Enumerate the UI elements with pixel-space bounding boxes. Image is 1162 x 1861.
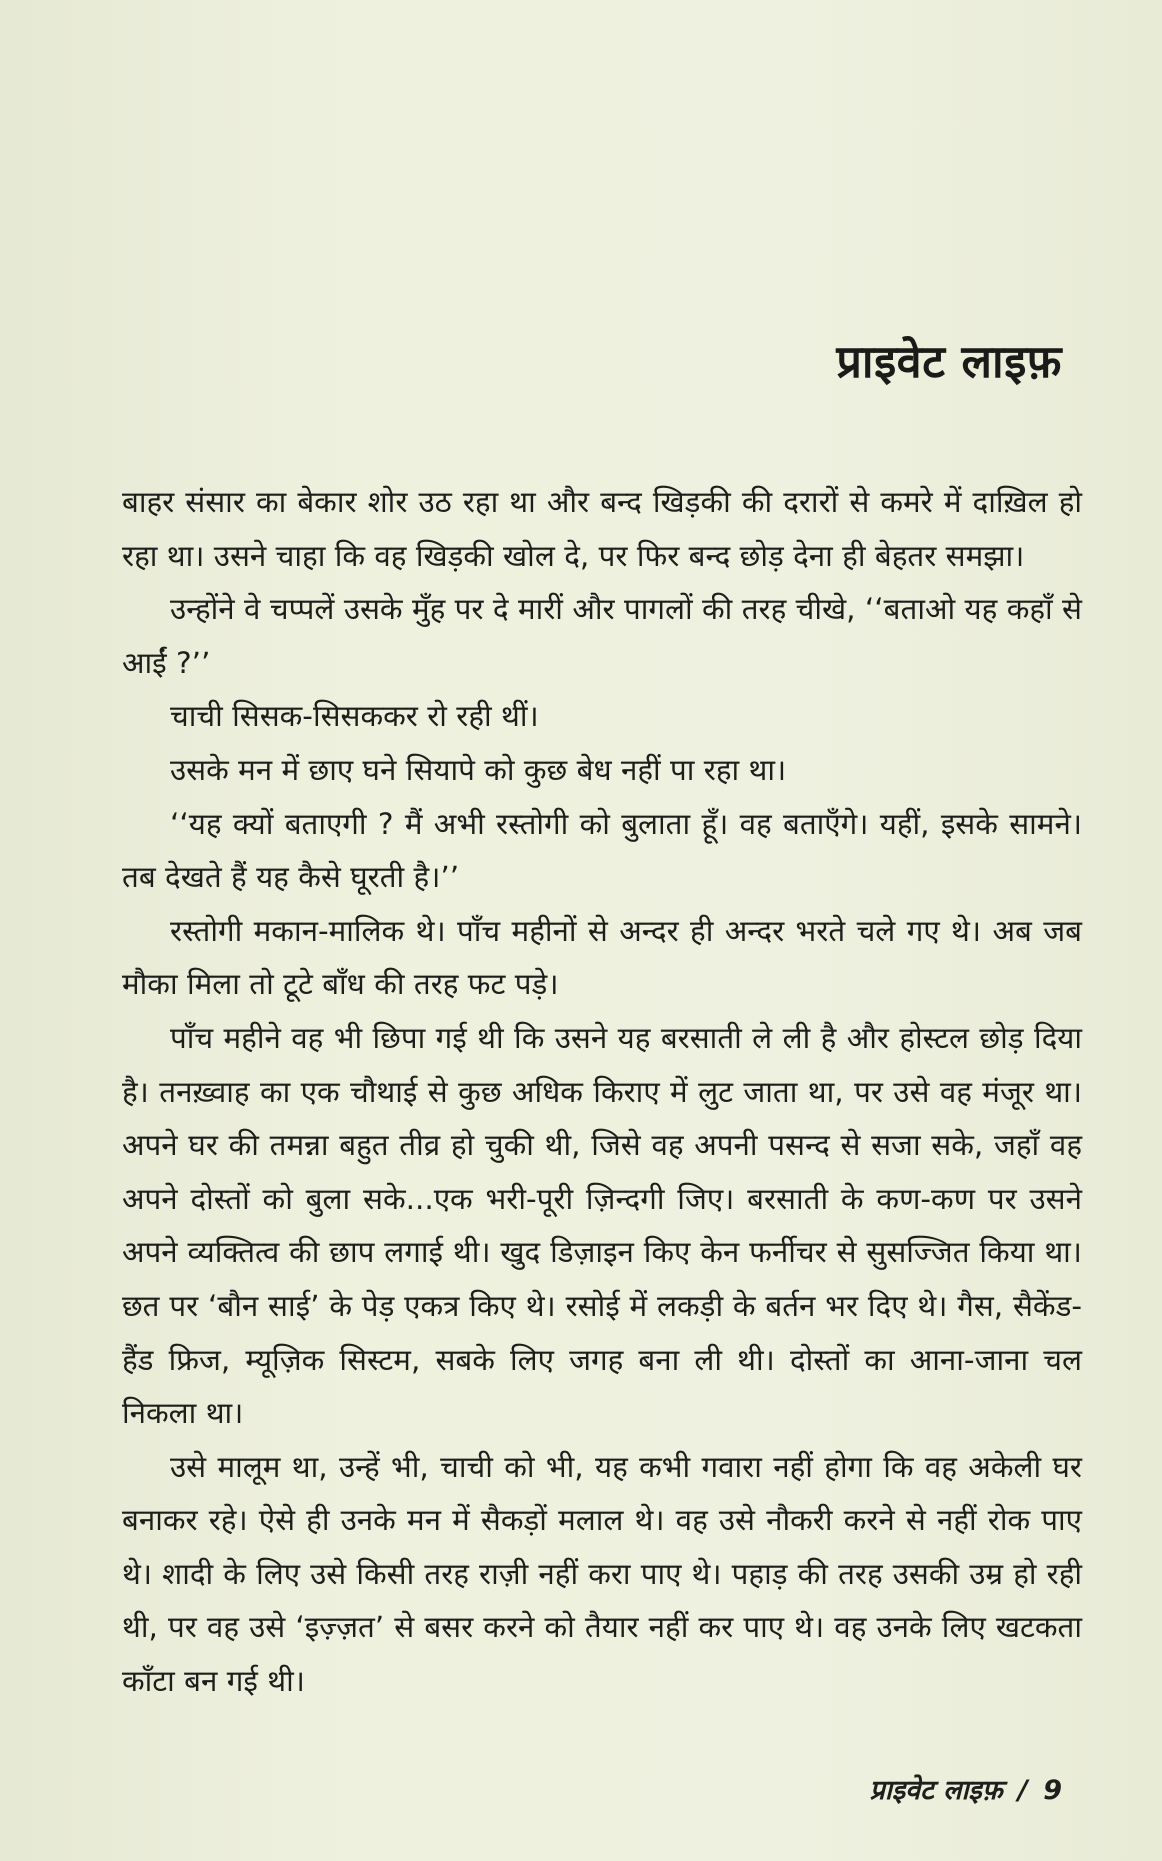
footer-separator: / [1017, 1775, 1028, 1806]
page-footer [870, 1770, 1063, 1807]
paragraph-8: उसे मालूम था, उन्हें भी, चाची को भी, यह कभी गवारा नहीं होगा कि वह अकेली घर बनाकर रहे। ऐसे ही उनके मन में सैकड़ों मलाल थे। वह उसे नौकरी करने से नहीं रोक पाए थे। शादी के लिए उसे किसी तरह राज़ी नहीं करा पाए थे। पहाड़ की तरह उसकी उम्र हो रही थी, पर वह उसे ‘इज़्ज़त’ से बसर करने को तैयार नहीं कर पाए थे। वह उनके लिए खटकता काँटा बन गई थी। [122, 1449, 1082, 1699]
body-text [122, 476, 1082, 1709]
paragraph-3: चाची सिसक-सिसककर रो रही थीं। [170, 699, 539, 734]
running-title: प्राइवेट लाइफ़ [869, 1775, 1003, 1806]
paragraph-2: उन्होंने वे चप्पलें उसके मुँह पर दे मारीं और पागलों की तरह चीखे, ‘‘बताओ यह कहाँ से आईं ?’’ [122, 592, 1082, 680]
paragraph-6: रस्तोगी मकान-मालिक थे। पाँच महीनों से अन्दर ही अन्दर भरते चले गए थे। अब जब मौका मिला तो टूटे बाँध की तरह फट पड़े। [122, 913, 1082, 1002]
paragraph-5: ‘‘यह क्यों बताएगी ? मैं अभी रस्तोगी को बुलाता हूँ। वह बताएँगे। यहीं, इसके सामने। तब देखते हैं यह कैसे घूरती है।’’ [122, 806, 1082, 895]
page-number: 9 [1043, 1775, 1062, 1806]
paragraph-7: पाँच महीने वह भी छिपा गई थी कि उसने यह बरसाती ले ली है और होस्टल छोड़ दिया है। तनख़्वाह का एक चौथाई से कुछ अधिक किराए में लुट जाता था, पर उसे वह मंजूर था। अपने घर की तमन्ना बहुत तीव्र हो चुकी थी, जिसे वह अपनी पसन्द से सजा सके, जहाँ वह अपने दोस्तों को बुला सके...एक भरी-पूरी ज़िन्दगी जिए। बरसाती के कण-कण पर उसने अपने व्यक्तित्व की छाप लगाई थी। खुद डिज़ाइन किए केन फर्नीचर से सुसज्जित किया था। छत पर ‘बौन साई’ के पेड़ एकत्र किए थे। रसोई में लकड़ी के बर्तन भर दिए थे। गैस, सैकेंड-हैंड फ्रिज, म्यूज़िक सिस्टम, सबके लिए जगह बना ली थी। दोस्तों का आना-जाना चल निकला था। [122, 1020, 1082, 1431]
paragraph-4: उसके मन में छाए घने सियापे को कुछ बेध नहीं पा रहा था। [170, 752, 787, 787]
paragraph-1: बाहर संसार का बेकार शोर उठ रहा था और बन्द खिड़की की दरारों से कमरे में दाख़िल हो रहा था। उसने चाहा कि वह खिड़की खोल दे, पर फिर बन्द छोड़ देना ही बेहतर समझा। [122, 485, 1082, 573]
chapter-title: प्राइवेट लाइफ़ [836, 335, 1062, 388]
